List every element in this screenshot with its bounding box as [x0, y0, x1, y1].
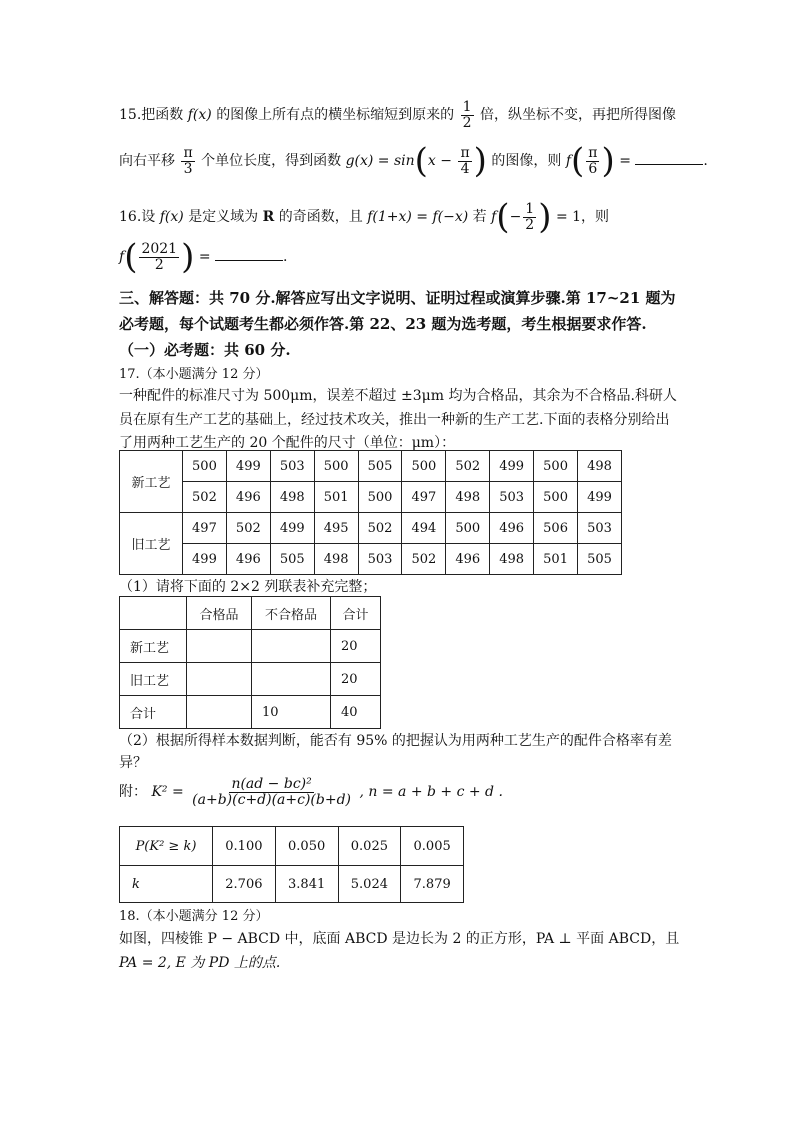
table-cell: k — [120, 866, 213, 903]
q17-contingency-table — [119, 596, 381, 729]
q16-line2: f( $\frac{2021}{2}$ ) = . — [119, 237, 288, 277]
table-cell: 502 — [183, 482, 227, 513]
table-cell: 496 — [490, 513, 534, 544]
table-cell: 0.050 — [275, 827, 338, 866]
q16-answer-blank — [215, 246, 283, 261]
table-cell: 500 — [314, 451, 358, 482]
table-cell: 498 — [490, 544, 534, 575]
table-cell: 502 — [226, 513, 270, 544]
q15-shift-fraction: $\frac{\pi}{3}$ — [183, 144, 193, 177]
new-process-label: 新工艺 — [120, 451, 183, 513]
q15-answer-blank — [635, 150, 703, 165]
table-cell: 494 — [402, 513, 446, 544]
table-cell: 500 — [183, 451, 227, 482]
table-cell: 合计 — [120, 696, 187, 729]
table-cell — [252, 630, 331, 663]
table-cell: 502 — [402, 544, 446, 575]
q17-heading: 17.（本小题满分 12 分） — [119, 367, 269, 382]
q17-formula: 附： K² = $\frac{\text{n(ad − bc)²}}{(a+b)(c+d)(a+c)(b+d)}$ , n = a + b + c + d . — [119, 776, 503, 808]
table-cell: 497 — [402, 482, 446, 513]
section3-line3: （一）必考题：共 60 分. — [119, 341, 291, 359]
q15-line1: 15.把函数 f(x) 的图像上所有点的横坐标缩短到原来的 $\frac{1}{2}$ 倍，纵坐标不变，再把所得图像 — [119, 99, 677, 131]
q17-para1: 一种配件的标准尺寸为 500μm，误差不超过 ±3μm 均为合格品，其余为不合格品.科研人 — [119, 388, 677, 404]
table-cell: 500 — [402, 451, 446, 482]
table-cell: 499 — [578, 482, 622, 513]
table-cell: P(K² ≥ k) — [120, 827, 213, 866]
table-cell: 502 — [358, 513, 402, 544]
q15-line2: 向右平移 $\frac{\pi}{3}$ 个单位长度，得到函数 g(x) = sin(x − $\frac{\pi}{4}$ ) 的图像，则 f( $\frac{\pi}{6}$ ) = . — [119, 141, 708, 181]
table-cell: 旧工艺 — [120, 663, 187, 696]
table-cell: 500 — [534, 482, 578, 513]
table-cell: 10 — [252, 696, 331, 729]
table-cell: 498 — [446, 482, 490, 513]
table-cell: 5.024 — [338, 866, 401, 903]
table-cell: 499 — [226, 451, 270, 482]
table-cell: 500 — [358, 482, 402, 513]
q18-heading: 18.（本小题满分 12 分） — [119, 909, 269, 924]
table-cell: 20 — [331, 663, 381, 696]
table-cell: 499 — [490, 451, 534, 482]
table-cell — [187, 663, 252, 696]
q17-sub2-line2: 异？ — [119, 755, 147, 771]
table-cell: 503 — [358, 544, 402, 575]
table-cell: 502 — [446, 451, 490, 482]
table-cell: 0.005 — [401, 827, 464, 866]
table-cell: 498 — [270, 482, 314, 513]
table-cell: 3.841 — [275, 866, 338, 903]
table-cell: 501 — [534, 544, 578, 575]
section3-line1: 三、解答题：共 70 分.解答应写出文字说明、证明过程或演算步骤.第 17~21 题为 — [119, 289, 676, 307]
table-cell: 0.025 — [338, 827, 401, 866]
table-cell: 503 — [490, 482, 534, 513]
table-cell: 498 — [314, 544, 358, 575]
table-cell: 503 — [578, 513, 622, 544]
q18-para2: PA = 2, E 为 PD 上的点. — [119, 955, 281, 971]
table-cell: 500 — [446, 513, 490, 544]
q17-para2: 员在原有生产工艺的基础上，经过技术攻关，推出一种新的生产工艺.下面的表格分别给出 — [119, 412, 670, 428]
q17-para3: 了用两种工艺生产的 20 个配件的尺寸（单位：μm）： — [119, 435, 456, 451]
table-cell: 20 — [331, 630, 381, 663]
table-cell: 495 — [314, 513, 358, 544]
table-cell: 506 — [534, 513, 578, 544]
table-cell — [187, 630, 252, 663]
table-cell: 496 — [226, 482, 270, 513]
section3-line2: 必考题，每个试题考生都必须作答.第 22、23 题为选考题，考生根据要求作答. — [119, 315, 647, 333]
table-cell: 0.100 — [213, 827, 276, 866]
table-cell: 新工艺 — [120, 630, 187, 663]
table-cell: 合计 — [331, 597, 381, 630]
q17-critical-table — [119, 826, 464, 903]
table-cell: 7.879 — [401, 866, 464, 903]
table-cell: 40 — [331, 696, 381, 729]
q17-size-table — [119, 450, 622, 575]
table-cell: 505 — [270, 544, 314, 575]
table-cell: 合格品 — [187, 597, 252, 630]
table-cell: 498 — [578, 451, 622, 482]
table-cell: 500 — [534, 451, 578, 482]
q17-sub1: （1）请将下面的 2×2 列联表补充完整； — [119, 579, 377, 595]
table-cell: 505 — [578, 544, 622, 575]
table-cell: 不合格品 — [252, 597, 331, 630]
q17-sub2-line1: （2）根据所得样本数据判断，能否有 95% 的把握认为用两种工艺生产的配件合格率有差 — [119, 733, 672, 749]
q15-fx: f(x) — [187, 107, 212, 124]
table-cell: 499 — [270, 513, 314, 544]
q16-line1: 16.设 f(x) 是定义域为 R 的奇函数，且 f(1+x) = f(−x) 若 f(− $\frac{1}{2}$ ) = 1，则 — [119, 197, 610, 237]
q18-para1: 如图，四棱锥 P − ABCD 中，底面 ABCD 是边长为 2 的正方形，PA ⊥ 平面 ABCD，且 — [119, 931, 680, 947]
table-cell: 505 — [358, 451, 402, 482]
table-cell: 496 — [446, 544, 490, 575]
table-cell: 497 — [183, 513, 227, 544]
table-cell — [187, 696, 252, 729]
table-cell: 503 — [270, 451, 314, 482]
table-cell — [252, 663, 331, 696]
table-cell: 496 — [226, 544, 270, 575]
old-process-label: 旧工艺 — [120, 513, 183, 575]
table-cell: 499 — [183, 544, 227, 575]
table-cell: 501 — [314, 482, 358, 513]
table-cell: 2.706 — [213, 866, 276, 903]
table-cell — [120, 597, 187, 630]
q15-fraction: $\frac{1}{2}$ — [462, 99, 472, 131]
